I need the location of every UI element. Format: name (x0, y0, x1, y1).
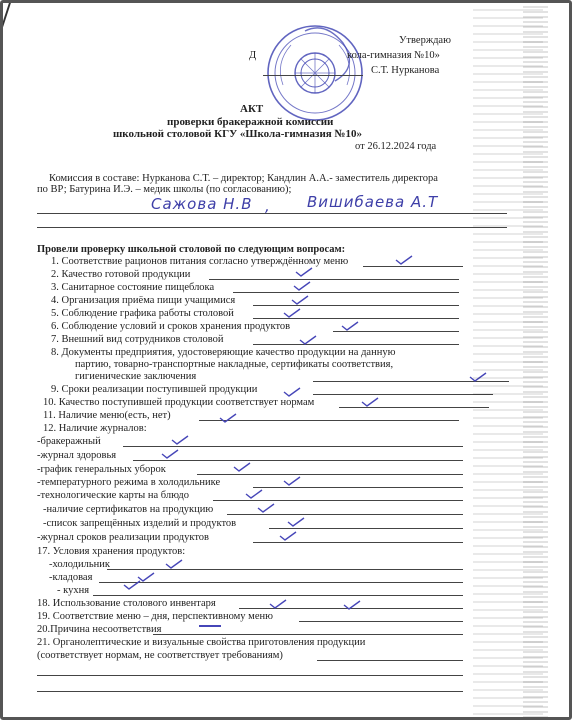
journal-item: -журнал здоровья (37, 450, 117, 461)
check-mark-icon (283, 476, 301, 486)
question-item: 2. Качество готовой продукции (51, 269, 191, 280)
scan-artifact (1, 3, 21, 27)
signature-line (263, 75, 363, 76)
journal-item: -журнал сроков реализации продуктов (37, 532, 210, 543)
header-line1-left: Д (249, 50, 257, 61)
check-mark-icon (219, 413, 237, 423)
question-item: 21. Органолептические и визуальные свойства приготовления продукции (37, 637, 366, 648)
fill-line (269, 528, 463, 529)
question-item: 17. Условия хранения продуктов: (37, 546, 186, 557)
question-item: (соответствует нормам, не соответствует требованиям) (37, 650, 283, 661)
fill-line (339, 407, 489, 408)
question-item: 8. Документы предприятия, удостоверяющие качество продукции на данную (51, 347, 396, 358)
journal-item: -наличие сертификатов на продукцию (43, 504, 214, 515)
journal-item: -график генеральных уборок (37, 464, 166, 475)
check-mark-icon (293, 281, 311, 291)
fill-line (253, 305, 459, 306)
fill-line (253, 487, 463, 488)
question-item: 12. Наличие журналов: (43, 423, 147, 434)
fill-line (209, 279, 459, 280)
journal-item: -бракеражный (37, 436, 101, 447)
check-mark-icon (295, 267, 313, 277)
question-item: 5. Соблюдение графика работы столовой (51, 308, 234, 319)
journal-item: -температурного режима в холодильнике (37, 477, 221, 488)
questions-heading: Провели проверку школьной столовой по следующим вопросам: (37, 244, 346, 255)
check-mark-icon (395, 255, 413, 265)
fill-line (123, 446, 463, 447)
fill-line (253, 542, 463, 543)
question-item: 4. Организация приёма пищи учащимися (51, 295, 236, 306)
question-item-cont: партию, товарно-транспортные накладные, сертификаты соответствия, (75, 359, 394, 370)
question-item-cont: гигиенические заключения (75, 371, 197, 382)
question-item: 9. Сроки реализации поступившей продукции (51, 384, 258, 395)
check-mark-icon (269, 599, 287, 609)
question-item: 7. Внешний вид сотрудников столовой (51, 334, 224, 345)
approve-label: Утверждаю (399, 35, 451, 46)
fill-line (37, 691, 463, 692)
fill-line (153, 634, 463, 635)
check-mark-icon (279, 531, 297, 541)
check-mark-icon (233, 462, 251, 472)
check-mark-icon (299, 335, 317, 345)
handwritten-dash (199, 625, 221, 627)
question-item: 1. Соответствие рационов питания согласно утверждённому меню (51, 256, 349, 267)
fill-line (253, 318, 459, 319)
check-mark-icon (361, 397, 379, 407)
fill-line (299, 621, 463, 622)
official-seal-icon (265, 23, 365, 123)
check-mark-icon (245, 489, 263, 499)
header-line1-right: кола-гимназия №10» (347, 50, 440, 61)
fill-line (199, 420, 459, 421)
signer-name: С.Т. Нурканова (371, 65, 440, 76)
fill-line (253, 344, 459, 345)
commission-line1: Комиссия в составе: Нурканова С.Т. – директор; Кандлин А.А.- заместитель директора (49, 173, 438, 184)
fill-line (99, 582, 463, 583)
blank-line (37, 213, 507, 214)
handwritten-name-2: Вишибаева А.Т (307, 193, 439, 211)
storage-item: -кладовая (49, 572, 93, 583)
check-mark-icon (257, 503, 275, 513)
check-mark-icon (291, 295, 309, 305)
check-mark-icon (341, 321, 359, 331)
scan-artifact (523, 3, 548, 717)
handwritten-comma: , (265, 197, 271, 215)
fill-line (213, 500, 463, 501)
act-title: АКТ (240, 103, 264, 115)
question-item: 18. Использование столового инвентаря (37, 598, 216, 609)
check-mark-icon (161, 449, 179, 459)
fill-line (233, 292, 459, 293)
question-item: 11. Наличие меню(есть, нет) (43, 410, 171, 421)
fill-line (227, 514, 463, 515)
check-mark-icon (287, 517, 305, 527)
check-mark-icon (283, 308, 301, 318)
fill-line (93, 595, 463, 596)
fill-line (107, 569, 463, 570)
storage-item: -холодильник (49, 559, 110, 570)
check-mark-icon (343, 600, 361, 610)
check-mark-icon (171, 435, 189, 445)
question-item: 10. Качество поступившей продукции соответствует нормам (43, 397, 315, 408)
check-mark-icon (283, 387, 301, 397)
fill-line (37, 675, 463, 676)
journal-item: -список запрещённых изделий и продуктов (43, 518, 237, 529)
fill-line (333, 331, 459, 332)
storage-item: - кухня (57, 585, 90, 596)
fill-line (317, 660, 463, 661)
fill-line (133, 460, 463, 461)
fill-line (313, 394, 493, 395)
check-mark-icon (165, 559, 183, 569)
blank-line (37, 227, 507, 228)
question-item: 19. Соответствие меню – дня, перспективному меню (37, 611, 273, 622)
act-date: от 26.12.2024 года (355, 141, 437, 152)
journal-item: -технологические карты на блюдо (37, 490, 189, 501)
act-subtitle: проверки бракеражной комиссии (167, 116, 334, 128)
act-subtitle-school: школьной столовой КГУ «Школа-гимназия №10» (113, 128, 363, 140)
fill-line (197, 474, 463, 475)
question-item: 20.Причина несоответствия (37, 624, 162, 635)
check-mark-icon (123, 580, 141, 590)
handwritten-name-1: Сажова Н.В (151, 195, 253, 213)
question-item: 6. Соблюдение условий и сроков хранения продуктов (51, 321, 291, 332)
question-item: 3. Санитарное состояние пищеблока (51, 282, 215, 293)
commission-line2: по ВР; Батурина И.Э. – медик школы (по согласованию); (37, 184, 292, 195)
fill-line (363, 266, 463, 267)
